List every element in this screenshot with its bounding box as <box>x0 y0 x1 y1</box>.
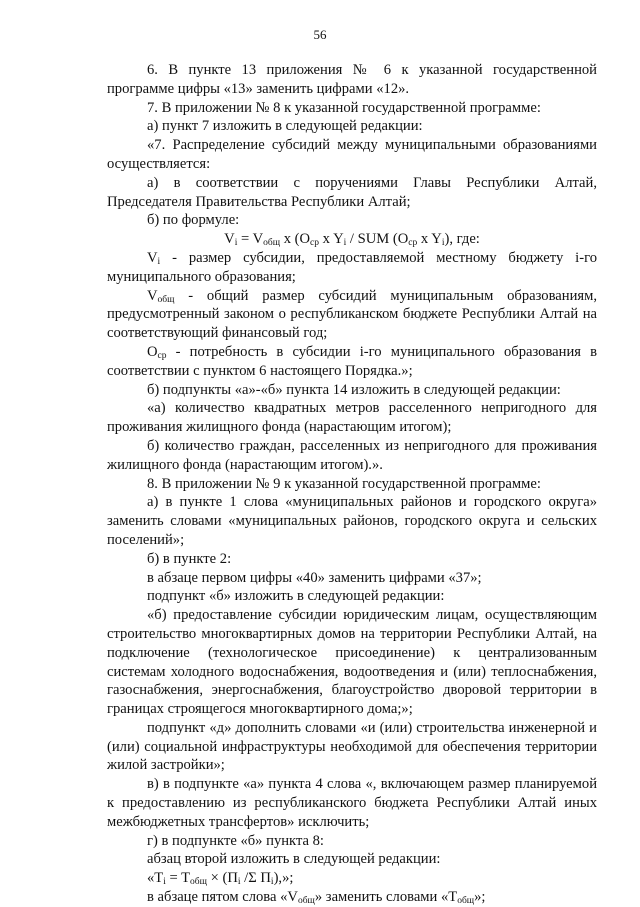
paragraph: б) в пункте 2: <box>147 550 232 567</box>
paragraph: абзац второй изложить в следующей редакции: <box>147 851 441 868</box>
paragraph: б) по формуле: <box>147 212 240 229</box>
paragraph: $V_i$ - размер субсидии, предоставляемой местному бюджету i-го муниципального образования; <box>107 249 597 285</box>
paragraph: в абзаце первом цифры «40» заменить цифрами «37»; <box>147 569 482 586</box>
paragraph: 8. В приложении № 9 к указанной государственной программе: <box>147 475 541 492</box>
paragraph: «а) количество квадратных метров расселенного непригодного для проживания жилищного фонда (нарастающим итогом); <box>107 400 597 436</box>
paragraph: $O_{ср}$ - потребность в субсидии i-го муниципального образования в соответствии с пунктом 6 настоящего Порядка.»; <box>107 343 597 379</box>
page-number: 56 <box>313 27 327 42</box>
paragraph: а) пункт 7 изложить в следующей редакции: <box>147 118 423 135</box>
paragraph: а) в пункте 1 слова «муниципальных районов и городского округа» заменить словами «муниципальных районов, городского округа и сельских поселений»; <box>107 494 597 548</box>
formula-line: $V_i = V_{общ}$ x ($O_{ср}$ x $Y_i$ / SUM ($O_{ср}$ x $Y_i$), где: <box>224 231 480 249</box>
paragraph: подпункт «д» дополнить словами «и (или) строительства инженерной и (или) социальной инфраструктуры необходимой для обеспечения территории жилой застройки»; <box>107 719 597 774</box>
paragraph: а) в соответствии с поручениями Главы Республики Алтай, Председателя Правительства Республики Алтай; <box>107 174 597 210</box>
paragraph: б) количество граждан, расселенных из непригодного для проживания жилищного фонда (нарастающим итогом).». <box>107 437 597 473</box>
paragraph: 7. В приложении № 8 к указанной государственной программе: <box>147 99 541 116</box>
paragraph: подпункт «б» изложить в следующей редакции: <box>147 588 445 605</box>
paragraph: в) в подпункте «а» пункта 4 слова «, включающем размер планируемой к предоставлению из республиканского бюджета Республики Алтай иных межбюджетных трансфертов» исключить; <box>107 776 597 830</box>
paragraph: «$T_i = T_{общ} \times (П_i$ /Σ $П_i$),»; <box>147 870 294 888</box>
paragraph: «7. Распределение субсидий между муниципальными образованиями осуществляется: <box>107 137 597 172</box>
paragraph: «б) предоставление субсидии юридическим лицам, осуществляющим строительство многоквартирных домов на территории Республики Алтай, на подключение (технологическое присоединение) к централизованным системам холодного водоснабжения, водоотведения и (или) теплоснабжения, газоснабжения, энергоснабжения, благоустройство дворовой территории в границах строящегося многоквартирного дома;»; <box>107 607 597 718</box>
paragraph: б) подпункты «а»-«б» пункта 14 изложить в следующей редакции: <box>147 381 561 398</box>
paragraph: г) в подпункте «б» пункта 8: <box>147 832 324 849</box>
paragraph: $V_{общ}$ - общий размер субсидий муниципальным образованиям, предусмотренный законом о республиканском бюджете Республики Алтай на соответствующий финансовый год; <box>107 287 597 342</box>
paragraph: 6. В пункте 13 приложения № 6 к указанной государственной программе цифры «13» заменить цифрами «12». <box>107 62 597 97</box>
document-body <box>107 61 597 907</box>
paragraph: в абзаце пятом слова «$V_{общ}$» заменить словами «$T_{общ}$»; <box>147 889 486 907</box>
